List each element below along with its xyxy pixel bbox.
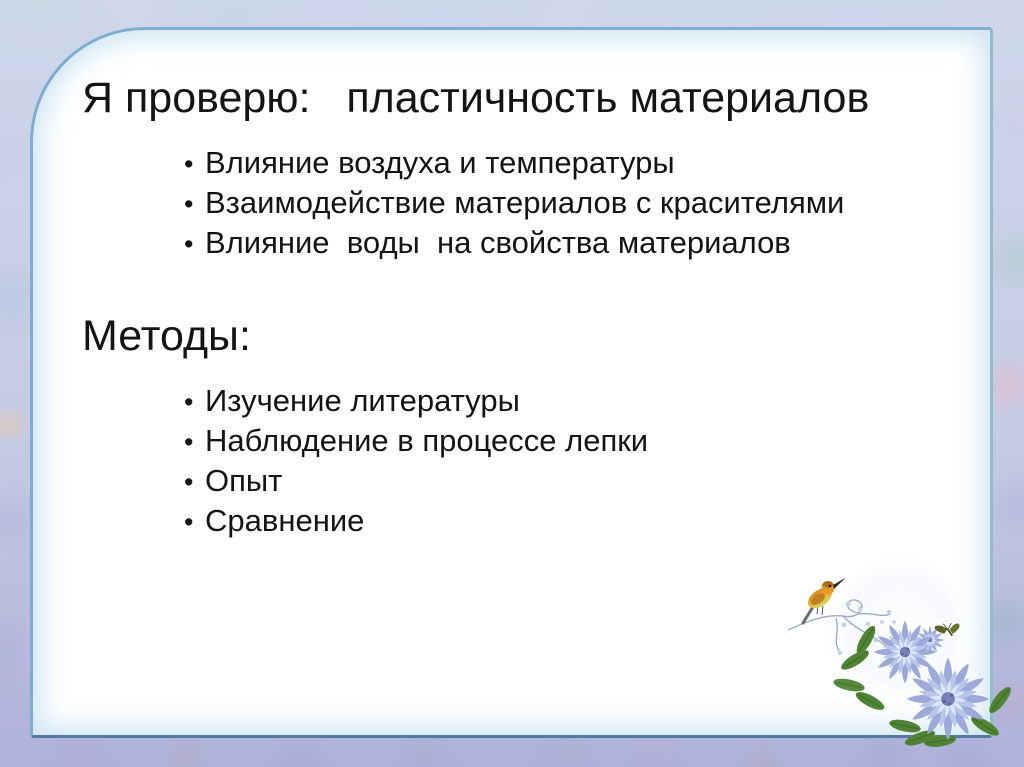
methods-list xyxy=(184,381,648,541)
list-item-label: Сравнение xyxy=(205,503,365,538)
bullet-icon: • xyxy=(184,387,194,417)
list-item-label: Наблюдение в процессе лепки xyxy=(205,423,649,458)
list-item xyxy=(184,143,844,183)
list-item xyxy=(184,183,844,223)
methods-heading: Методы: xyxy=(82,312,251,360)
list-item-label: Влияние воздуха и температуры xyxy=(205,145,675,180)
bullet-icon: • xyxy=(184,149,194,179)
list-item xyxy=(184,501,648,541)
bullet-icon: • xyxy=(184,229,194,259)
list-item xyxy=(184,381,648,421)
corner-decoration xyxy=(748,552,1020,767)
bullet-icon: • xyxy=(184,507,194,537)
list-item-label: Взаимодействие материалов с красителями xyxy=(205,185,845,220)
bullet-icon: • xyxy=(184,427,194,457)
list-item-label: Изучение литературы xyxy=(205,383,520,418)
bullet-icon: • xyxy=(184,189,194,219)
list-item xyxy=(184,421,648,461)
list-item-label: Опыт xyxy=(205,463,283,498)
list-item xyxy=(184,223,844,263)
list-item xyxy=(184,461,648,501)
bullet-icon: • xyxy=(184,467,194,497)
checks-list xyxy=(184,143,844,263)
slide-title: Я проверю: пластичность материалов xyxy=(82,74,870,122)
list-item-label: Влияние воды на свойства материалов xyxy=(205,225,791,260)
